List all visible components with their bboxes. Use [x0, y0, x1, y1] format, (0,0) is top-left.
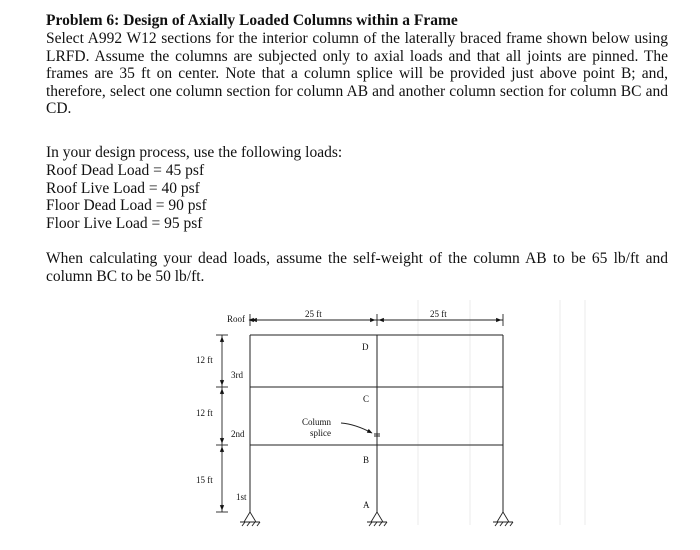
splice-label-line1: Column	[302, 417, 332, 427]
point-a-label: A	[363, 500, 370, 510]
point-c-label: C	[363, 394, 370, 404]
point-d-label: D	[362, 342, 369, 352]
load-floor-live: Floor Live Load = 95 psf	[46, 214, 203, 232]
level-roof-label: Roof	[227, 314, 245, 324]
center-support	[367, 512, 387, 526]
background-grid	[418, 300, 585, 525]
height-middle-label: 12 ft	[196, 408, 213, 418]
dead-load-note: When calculating your dead loads, assume the self-weight of the column AB to be 65 lb/ft and column BC to be 50 lb/ft.	[46, 250, 668, 285]
height-lower-label: 15 ft	[196, 475, 213, 485]
point-b-label: B	[363, 455, 370, 465]
left-support	[240, 512, 260, 526]
level-2nd-label: 2nd	[231, 429, 245, 439]
level-3rd-label: 3rd	[231, 370, 243, 380]
loads-intro: In your design process, use the following loads:	[46, 144, 343, 161]
splice-label-line2: splice	[310, 428, 331, 438]
level-1st-label: 1st	[236, 492, 247, 502]
load-roof-dead: Roof Dead Load = 45 psf	[46, 162, 205, 179]
frame-members	[250, 335, 503, 512]
problem-intro: Select A992 W12 sections for the interior column of the laterally braced frame shown below using LRFD. Assume the columns are subjected only to axial loads and that all joints are pinned. The frames are 35 ft on center. Note that a column splice will be provided just above point B; and, therefore, select one column section for column AB and another column section for column BC and CD.	[46, 30, 668, 118]
span-right-label: 25 ft	[430, 309, 447, 319]
height-upper-label: 12 ft	[196, 355, 213, 365]
span-dimension	[250, 314, 503, 326]
span-left-label: 25 ft	[305, 309, 322, 319]
load-floor-dead: Floor Dead Load = 90 psf	[46, 197, 207, 215]
load-roof-live: Roof Live Load = 40 psf	[46, 179, 200, 197]
splice-pointer	[341, 423, 372, 433]
problem-title: Problem 6: Design of Axially Loaded Columns within a Frame	[46, 12, 458, 29]
height-dimension	[216, 335, 228, 512]
right-support	[493, 512, 513, 526]
